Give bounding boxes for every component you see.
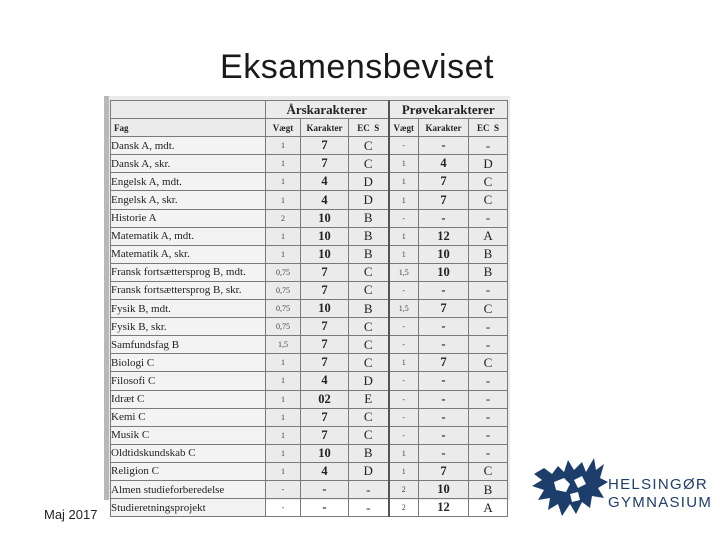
- exam-grade-cell: 10: [419, 480, 469, 498]
- exam-grades-header: Prøvekarakterer: [389, 101, 508, 119]
- annual-ects-cell: C: [349, 155, 389, 173]
- exam-ects-cell: C: [469, 462, 508, 480]
- table-row: [111, 227, 508, 245]
- annual-weight-cell: 1,5: [266, 336, 301, 354]
- annual-grade-cell: 7: [301, 281, 349, 299]
- annual-grade-cell: 7: [301, 336, 349, 354]
- exam-weight-cell: 1: [389, 173, 419, 191]
- table-row: [111, 336, 508, 354]
- col-exam-weight: Vægt: [389, 119, 419, 137]
- table-row: [111, 444, 508, 462]
- exam-weight-cell: -: [389, 209, 419, 227]
- table-row: [111, 390, 508, 408]
- col-subject: Fag: [111, 119, 266, 137]
- exam-grade-cell: 7: [419, 173, 469, 191]
- exam-grade-cell: 7: [419, 300, 469, 318]
- table-row: [111, 173, 508, 191]
- slide-title-text: Eksamensbeviset: [220, 48, 494, 86]
- exam-grade-cell: 7: [419, 462, 469, 480]
- subject-cell: Fysik B, skr.: [111, 318, 266, 336]
- exam-ects-cell: C: [469, 191, 508, 209]
- annual-grade-cell: 7: [301, 408, 349, 426]
- exam-weight-cell: 1: [389, 155, 419, 173]
- annual-weight-cell: 1: [266, 372, 301, 390]
- annual-grade-cell: 7: [301, 263, 349, 281]
- subject-cell: Dansk A, skr.: [111, 155, 266, 173]
- exam-grade-cell: -: [419, 336, 469, 354]
- subject-cell: Biologi C: [111, 354, 266, 372]
- exam-grade-cell: 10: [419, 263, 469, 281]
- annual-ects-cell: B: [349, 227, 389, 245]
- exam-grade-cell: -: [419, 390, 469, 408]
- annual-grade-cell: -: [301, 480, 349, 498]
- exam-grade-cell: 12: [419, 227, 469, 245]
- exam-ects-cell: -: [469, 137, 508, 155]
- exam-weight-cell: -: [389, 281, 419, 299]
- subject-cell: Oldtidskundskab C: [111, 444, 266, 462]
- annual-ects-cell: C: [349, 408, 389, 426]
- table-row: [111, 499, 508, 517]
- table-row: [111, 263, 508, 281]
- annual-weight-cell: 0,75: [266, 318, 301, 336]
- annual-grade-cell: 10: [301, 300, 349, 318]
- annual-grade-cell: 7: [301, 426, 349, 444]
- exam-weight-cell: 2: [389, 480, 419, 498]
- exam-grade-cell: -: [419, 408, 469, 426]
- grades-table: [110, 100, 508, 517]
- exam-weight-cell: -: [389, 408, 419, 426]
- annual-weight-cell: 1: [266, 137, 301, 155]
- col-ects: [349, 119, 389, 137]
- subject-cell: Engelsk A, mdt.: [111, 173, 266, 191]
- annual-weight-cell: 1: [266, 245, 301, 263]
- annual-ects-cell: B: [349, 444, 389, 462]
- exam-weight-cell: 1: [389, 191, 419, 209]
- annual-weight-cell: 1: [266, 426, 301, 444]
- annual-grade-cell: 7: [301, 318, 349, 336]
- exam-grade-cell: -: [419, 372, 469, 390]
- annual-ects-cell: E: [349, 390, 389, 408]
- exam-grade-cell: -: [419, 209, 469, 227]
- school-logo-icon: [530, 452, 610, 524]
- exam-weight-cell: -: [389, 372, 419, 390]
- table-row: [111, 480, 508, 498]
- subject-cell: Studieretningsprojekt: [111, 499, 266, 517]
- exam-weight-cell: 1: [389, 245, 419, 263]
- exam-grade-cell: 12: [419, 499, 469, 517]
- table-row: [111, 281, 508, 299]
- exam-ects-cell: -: [469, 444, 508, 462]
- col-weight: Vægt: [266, 119, 301, 137]
- exam-ects-cell: -: [469, 390, 508, 408]
- annual-ects-cell: C: [349, 336, 389, 354]
- table-row: [111, 155, 508, 173]
- table-row: [111, 191, 508, 209]
- annual-ects-cell: C: [349, 281, 389, 299]
- footer-date: Maj 2017: [44, 507, 98, 522]
- annual-weight-cell: -: [266, 480, 301, 498]
- exam-ects-cell: -: [469, 336, 508, 354]
- exam-grade-cell: -: [419, 137, 469, 155]
- annual-weight-cell: 1: [266, 408, 301, 426]
- table-row: [111, 209, 508, 227]
- subject-cell: Idræt C: [111, 390, 266, 408]
- exam-ects-cell: C: [469, 173, 508, 191]
- annual-weight-cell: 1: [266, 191, 301, 209]
- subject-cell: Kemi C: [111, 408, 266, 426]
- grade-rows: [111, 137, 508, 517]
- table-row: [111, 408, 508, 426]
- exam-grade-cell: 4: [419, 155, 469, 173]
- annual-weight-cell: 2: [266, 209, 301, 227]
- col-exam-grade: Karakter: [419, 119, 469, 137]
- annual-weight-cell: 0,75: [266, 300, 301, 318]
- exam-ects-cell: -: [469, 318, 508, 336]
- exam-ects-cell: C: [469, 354, 508, 372]
- annual-grades-header: Årskarakterer: [266, 101, 389, 119]
- col-grade: Karakter: [301, 119, 349, 137]
- exam-weight-cell: 1: [389, 227, 419, 245]
- school-name-line2: GYMNASIUM: [608, 494, 713, 511]
- annual-ects-cell: D: [349, 173, 389, 191]
- annual-ects-cell: D: [349, 462, 389, 480]
- subject-cell: Engelsk A, skr.: [111, 191, 266, 209]
- annual-ects-cell: B: [349, 300, 389, 318]
- exam-ects-cell: A: [469, 499, 508, 517]
- col-exam-ec-label: EC: [477, 122, 490, 133]
- annual-weight-cell: 1: [266, 173, 301, 191]
- table-row: [111, 426, 508, 444]
- annual-grade-cell: 7: [301, 137, 349, 155]
- exam-grade-cell: -: [419, 318, 469, 336]
- exam-grade-cell: 7: [419, 354, 469, 372]
- annual-weight-cell: 1: [266, 462, 301, 480]
- exam-weight-cell: 1: [389, 462, 419, 480]
- exam-grade-cell: -: [419, 426, 469, 444]
- exam-weight-cell: -: [389, 426, 419, 444]
- annual-ects-cell: -: [349, 499, 389, 517]
- exam-grade-cell: -: [419, 281, 469, 299]
- exam-ects-cell: -: [469, 426, 508, 444]
- exam-weight-cell: 1,5: [389, 263, 419, 281]
- annual-weight-cell: 1: [266, 444, 301, 462]
- annual-weight-cell: 0,75: [266, 281, 301, 299]
- annual-weight-cell: 0,75: [266, 263, 301, 281]
- table-row: [111, 245, 508, 263]
- subject-cell: Religion C: [111, 462, 266, 480]
- subject-cell: Historie A: [111, 209, 266, 227]
- exam-ects-cell: -: [469, 408, 508, 426]
- slide-title: [0, 48, 720, 87]
- exam-grade-cell: 7: [419, 191, 469, 209]
- exam-weight-cell: -: [389, 318, 419, 336]
- subject-cell: Matematik A, skr.: [111, 245, 266, 263]
- exam-weight-cell: -: [389, 137, 419, 155]
- exam-ects-cell: B: [469, 263, 508, 281]
- school-name: [608, 476, 712, 512]
- annual-grade-cell: 10: [301, 227, 349, 245]
- table-row: [111, 137, 508, 155]
- exam-weight-cell: -: [389, 390, 419, 408]
- exam-ects-cell: -: [469, 209, 508, 227]
- exam-weight-cell: 1: [389, 354, 419, 372]
- col-s-label: S: [374, 122, 380, 133]
- school-name-line1: HELSINGØR: [608, 476, 709, 493]
- subject-cell: Almen studieforberedelse: [111, 480, 266, 498]
- annual-ects-cell: D: [349, 191, 389, 209]
- annual-ects-cell: C: [349, 137, 389, 155]
- annual-ects-cell: C: [349, 318, 389, 336]
- annual-grade-cell: -: [301, 499, 349, 517]
- annual-ects-cell: B: [349, 209, 389, 227]
- group-header-row: [111, 101, 508, 119]
- annual-grade-cell: 4: [301, 173, 349, 191]
- annual-grade-cell: 10: [301, 245, 349, 263]
- exam-ects-cell: -: [469, 372, 508, 390]
- subject-cell: Matematik A, mdt.: [111, 227, 266, 245]
- annual-grade-cell: 10: [301, 444, 349, 462]
- subject-cell: Samfundsfag B: [111, 336, 266, 354]
- annual-weight-cell: 1: [266, 155, 301, 173]
- table-row: [111, 354, 508, 372]
- col-ec-label: EC: [357, 122, 370, 133]
- table-row: [111, 318, 508, 336]
- exam-ects-cell: A: [469, 227, 508, 245]
- subject-cell: Fransk fortsættersprog B, mdt.: [111, 263, 266, 281]
- exam-weight-cell: 2: [389, 499, 419, 517]
- exam-grade-cell: -: [419, 444, 469, 462]
- table-row: [111, 462, 508, 480]
- annual-grade-cell: 7: [301, 354, 349, 372]
- annual-ects-cell: D: [349, 372, 389, 390]
- annual-grade-cell: 02: [301, 390, 349, 408]
- exam-ects-cell: -: [469, 281, 508, 299]
- annual-ects-cell: C: [349, 354, 389, 372]
- exam-weight-cell: -: [389, 336, 419, 354]
- annual-grade-cell: 4: [301, 191, 349, 209]
- annual-grade-cell: 7: [301, 155, 349, 173]
- annual-weight-cell: 1: [266, 390, 301, 408]
- exam-weight-cell: 1,5: [389, 300, 419, 318]
- exam-ects-cell: C: [469, 300, 508, 318]
- annual-weight-cell: 1: [266, 227, 301, 245]
- exam-grade-cell: 10: [419, 245, 469, 263]
- annual-grade-cell: 4: [301, 462, 349, 480]
- annual-grade-cell: 4: [301, 372, 349, 390]
- subject-cell: Dansk A, mdt.: [111, 137, 266, 155]
- annual-ects-cell: C: [349, 426, 389, 444]
- exam-ects-cell: B: [469, 245, 508, 263]
- exam-ects-cell: D: [469, 155, 508, 173]
- table-row: [111, 300, 508, 318]
- subject-cell: Fransk fortsættersprog B, skr.: [111, 281, 266, 299]
- annual-weight-cell: 1: [266, 354, 301, 372]
- subject-cell: Filosofi C: [111, 372, 266, 390]
- annual-ects-cell: -: [349, 480, 389, 498]
- col-exam-s-label: S: [494, 122, 500, 133]
- annual-ects-cell: B: [349, 245, 389, 263]
- subject-cell: Musik C: [111, 426, 266, 444]
- column-header-row: [111, 119, 508, 137]
- col-exam-ects: [469, 119, 508, 137]
- annual-ects-cell: C: [349, 263, 389, 281]
- exam-ects-cell: B: [469, 480, 508, 498]
- annual-weight-cell: -: [266, 499, 301, 517]
- empty-header-cell: [111, 101, 266, 119]
- exam-weight-cell: 1: [389, 444, 419, 462]
- annual-grade-cell: 10: [301, 209, 349, 227]
- table-row: [111, 372, 508, 390]
- subject-cell: Fysik B, mdt.: [111, 300, 266, 318]
